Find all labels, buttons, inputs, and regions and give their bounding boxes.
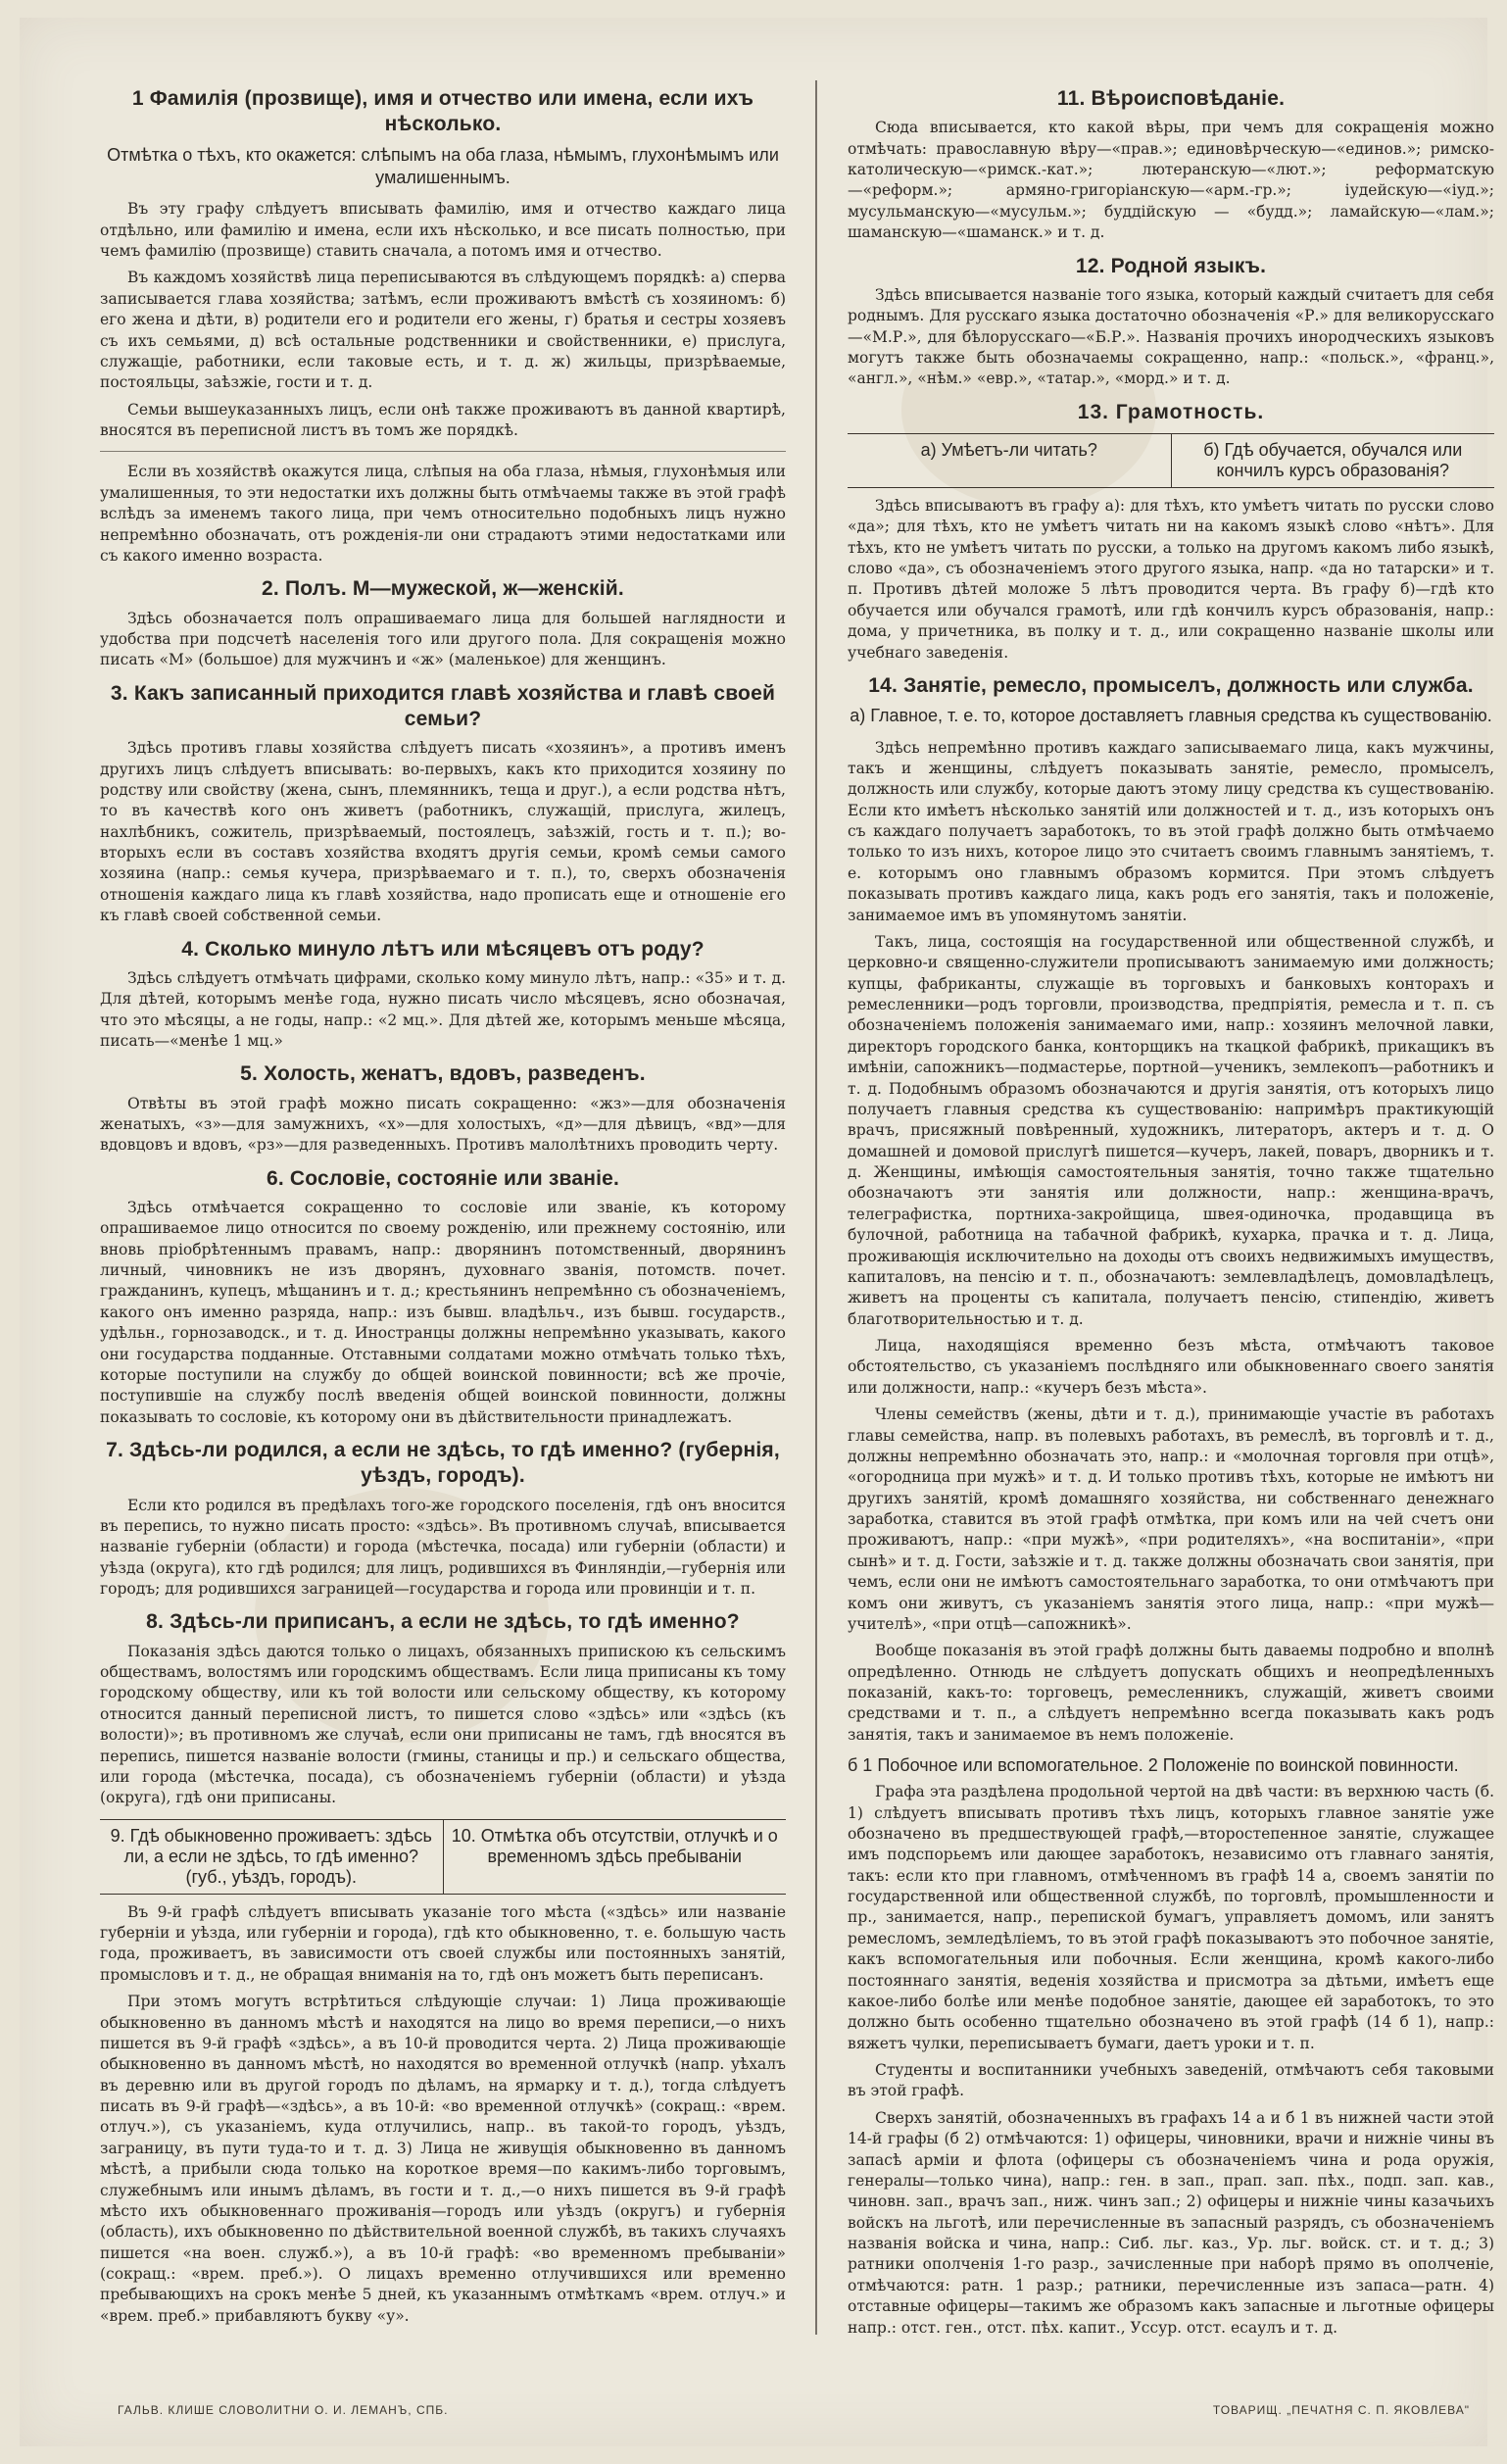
paragraph: Здѣсь вписывается названіе того языка, который каждый считаетъ для себя роднымъ. Для русскаго языка достаточно обозначенія «Р.» для великорусскаго—«М.Р.», для бѣлорусскаго—«Б.Р.». Названія прочихъ инородческихъ языковъ могутъ также быть обозначаемы сокращенно, напр.: «польск.», «франц.», «англ.», «нѣм.» «евр.», «татар.», «морд.» и т. д. — [848, 285, 1494, 388]
section-4 — [100, 937, 786, 1053]
column-divider — [815, 80, 817, 2335]
paragraph: Въ 9-й графѣ слѣдуетъ вписывать указаніе того мѣста («здѣсь» или названіе губерніи и уѣзда, или губерніи и города), гдѣ кто обыкновенно, т. е. большую часть года, проживаетъ, въ зависимости отъ своей службы или постоянныхъ занятій, промысловъ и т. д., не обращая вниманія на то, гдѣ онъ можетъ быть переписанъ. — [100, 1902, 786, 1984]
right-column — [848, 78, 1494, 2348]
header-cell-b: б) Гдѣ обучается, обучался или кончилъ курсъ образованія? — [1203, 439, 1463, 480]
two-column-header — [848, 433, 1494, 488]
footer-right: ТОВАРИЩ. „ПЕЧАТНЯ С. П. ЯКОВЛЕВА" — [1212, 2403, 1470, 2417]
paragraph: Студенты и воспитанники учебныхъ заведеній, отмѣчаютъ себя таковыми въ этой графѣ. — [848, 2061, 1494, 2100]
paragraph: Здѣсь непремѣнно противъ каждаго записываемаго лица, какъ мужчины, такъ и женщины, слѣдуетъ показывать занятіе, ремесло, промыселъ, должность или службу, которые даютъ этому лицу средства къ существованію. Если кто имѣетъ нѣсколько занятій или должностей и т. д., изъ которыхъ онъ съ каждаго получаетъ заработокъ, то въ этой графѣ должно быть отмѣчаемо только то изъ нихъ, которое лицо это считаетъ своимъ главнымъ занятіемъ, т. е. которымъ оно главнымъ образомъ кормится. При этомъ слѣдуетъ показывать противъ каждаго лица, какъ родъ его занятія, такъ и положеніе, занимаемое имъ въ упомянутомъ занятіи. — [848, 738, 1494, 924]
document-sheet — [20, 18, 1494, 2446]
two-column-header — [100, 1819, 786, 1895]
section-title: 2. Полъ. М—мужеской, ж—женскій. — [262, 577, 624, 601]
section-13 — [848, 400, 1494, 664]
paragraph: Сверхъ занятій, обозначенныхъ въ графахъ 14 а и б 1 въ нижней части этой 14-й графы (б 2) отмѣчаются: 1) офицеры, чиновники, врачи и нижніе чины въ запасѣ арміи и флота (офицеры съ обозначеніемъ чина и рода оружія, генералы—только чина), напр.: ген. в зап., прап. зап. пѣх., подп. зап. кав., чиновн. зап., врачъ зап., ниж. чинъ зап.; 2) офицеры и нижніе чины казачьихъ войскъ на льготѣ, или перечисленные въ запасный разрядъ, съ обозначеніемъ названія войска и чина, напр.: Сиб. льг. каз., Ур. льг. войск. ст. и т. д.; 3) ратники ополченія 1-го разр., зачисленные при наборѣ прямо въ ополченіе, отмѣчаются: ратн. 1 разр.; ратники, перечисленные изъ запаса—ратн. 4) отставные офицеры—такимъ же образомъ какъ запасные и льготные офицеры напр.: отст. ген., отст. пѣх. капит., Уссур. отст. есаулъ и т. д. — [848, 2108, 1494, 2337]
section-12 — [848, 254, 1494, 390]
left-column — [100, 78, 786, 2337]
header-cell-9: 9. Гдѣ обыкновенно проживаетъ: здѣсь ли, а если не здѣсь, то гдѣ именно? (губ., уѣздъ, городъ). — [100, 1820, 444, 1894]
paragraph: Такъ, лица, состоящія на государственной или общественной службѣ, и церковно-и священно-служители прописываютъ занимаемую ими должность; купцы, фабриканты, служащіе въ торговыхъ и банковыхъ конторахъ и ремесленники—родъ торговли, производства, предпріятія, ремесла и т. п. съ обозначеніемъ положенія занимаемаго ими, напр.: хозяинъ мелочной лавки, директоръ городского банка, конторщикъ на ткацкой фабрикѣ, прикащикъ въ имѣніи, сапожникъ—подмастерье, портной—ученикъ, землекопъ—работникъ и т. д. Подобнымъ образомъ обозначаются и другія занятія, отъ которыхъ лицо получаетъ главныя средства къ существованію: напримѣръ практикующій врачъ, присяжный повѣренный, художникъ, литераторъ, актеръ и т. д. О домашней и домовой прислугѣ пишется—кучеръ, лакей, поваръ, дворникъ и т. д. Женщины, имѣющія самостоятельныя занятія, точно также тщательно обозначаютъ эти занятія или должности, напр.: женщина-врачъ, телеграфистка, портниха-закройщица, швея-одиночка, продавщица въ булочной, работница на табачной фабрикѣ, кухарка, прачка и т. д. Лица, проживающія исключительно на доходы отъ своихъ недвижимыхъ имуществъ, капиталовъ, на пенсію и т. п., обозначаютъ: землевладѣлецъ, домовладѣлецъ, живетъ на проценты съ капитала, получаетъ пенсію, стипендію, живетъ благотворительностью и т. д. — [848, 932, 1494, 1328]
paragraph: Здѣсь слѣдуетъ отмѣчать цифрами, сколько кому минуло лѣтъ, напр.: «35» и т. д. Для дѣтей, которымъ менѣе года, нужно писать число мѣсяцевъ, ясно обозначая, что это мѣсяцы, а не годы, напр.: «2 мц.». Для дѣтей же, которымъ меньше мѣсяца, писать—«менѣе 1 мц.» — [100, 968, 786, 1050]
section-title: 8. Здѣсь-ли приписанъ, а если не здѣсь, то гдѣ именно? — [146, 1610, 740, 1634]
section-title: 11. Вѣроисповѣданіе. — [1056, 87, 1286, 110]
section-9-10 — [100, 1819, 786, 2328]
section-title: 7. Здѣсь-ли родился, а если не здѣсь, то гдѣ именно? (губернія, уѣздъ, городъ). — [106, 1439, 780, 1488]
section-14 — [848, 673, 1494, 1746]
printer-footer — [118, 2403, 1470, 2417]
section-subheading: б 1 Побочное или вспомогательное. 2 Положеніе по воинской повинности. — [848, 1755, 1459, 1776]
paragraph: Показанія здѣсь даются только о лицахъ, обязанныхъ припискою къ сельскимъ обществамъ, волостямъ или городскимъ обществамъ. Если лица приписаны къ тому городскому обществу, или къ той волости или сельскому обществу, къ которому относится данный переписной листъ, то пишется слово «здѣсь» или «здѣсь (къ волости)»; въ противномъ же случаѣ, если они приписаны не тамъ, гдѣ вносятся въ перепись, пишется названіе волости (гмины, станицы и пр.) и сельскаго общества, или города (мѣстечка, посада), съ обозначеніемъ губерніи (области) и уѣзда (округа), гдѣ они приписаны. — [100, 1642, 786, 1807]
paragraph: Здѣсь вписываютъ въ графу а): для тѣхъ, кто умѣетъ читать по русски слово «да»; для тѣхъ, кто не умѣетъ читать ни на какомъ языкѣ слово «нѣтъ». Для тѣхъ, кто не умѣетъ читать по русски, а только на другомъ какомъ либо языкѣ, слово «да», съ обозначеніемъ этого другого языка, напр. «да но татарски» и т. п. Противъ дѣтей моложе 5 лѣтъ проводится черта. Въ графу б)—гдѣ кто обучается или обучался грамотѣ, или гдѣ кончилъ курсъ образованія, напр.: дома, у причетника, въ полку и т. д., или сокращенно названіе школы или учебнаго заведенія. — [848, 496, 1494, 662]
section-3 — [100, 681, 786, 927]
section-14b — [848, 1755, 1494, 2339]
section-1 — [100, 86, 786, 567]
paragraph: Въ каждомъ хозяйствѣ лица переписываются въ слѣдующемъ порядкѣ: а) сперва записывается глава хозяйства; затѣмъ, если проживаютъ вмѣстѣ съ хозяиномъ: б) его жена и дѣти, в) родители его и родители его жены, г) братья и сестры хозяевъ съ ихъ семьями, д) всѣ остальные родственники и свойственники, е) прислуга, служащіе, работники, если таковые есть, и т. д. ж) жильцы, призрѣваемые, постояльцы, заѣзжіе, гости и т. д. — [100, 269, 786, 392]
paragraph: Здѣсь обозначается полъ опрашиваемаго лица для большей наглядности и удобства при подсчетѣ населенія того или другого пола. Для сокращенія можно писать «М» (большое) для мужчинъ и «ж» (маленькое) для женщинъ. — [100, 609, 786, 669]
paragraph: Лица, находящіяся временно безъ мѣста, отмѣчаютъ таковое обстоятельство, съ указаніемъ послѣдняго или обыкновеннаго своего занятія или должности, напр.: «кучеръ безъ мѣста». — [848, 1337, 1494, 1397]
section-5 — [100, 1061, 786, 1156]
paragraph: Если кто родился въ предѣлахъ того-же городского поселенія, гдѣ онъ вносится въ перепись, то нужно писать просто: «здѣсь». Въ противномъ случаѣ, вписывается названіе губерніи (области) и города (мѣстечка, посада) или губерніи (области) и уѣзда (округа), кто гдѣ родился; для лицъ, родившихся въ Финляндіи,—губернія или городъ; для родившихся заграницей—государства и города или провинціи и т. п. — [100, 1496, 786, 1599]
footer-left: ГАЛЬВ. КЛИШЕ СЛОВОЛИТНИ О. И. ЛЕМАНЪ, СПБ. — [118, 2403, 449, 2417]
paragraph: Графа эта раздѣлена продольной чертой на двѣ части: въ верхнюю часть (б. 1) слѣдуетъ вписывать противъ тѣхъ лицъ, которыхъ главное занятіе уже обозначено въ предшествующей графѣ,—второстепенное занятіе, служащее имъ подспорьемъ или дающее заработокъ, независимо отъ главнаго занятія, такъ: если кто при главномъ, отмѣченномъ въ графѣ 14 а, своемъ занятіи по государственной или общественной службѣ, по торговлѣ, промышленности и пр., занимается, напр., перепиской бумагъ, управляетъ домомъ, или занятъ ремесломъ, земледѣліемъ, то въ этой графѣ показываютъ это побочное занятіе, какъ вспомогательныя или побочныя. Если женщина, кромѣ какого-либо постояннаго занятія, веденія хозяйства и присмотра за дѣтьми, имѣетъ еще какое-либо болѣе или менѣе подобное занятіе, дающее ей заработокъ, то это должно быть особенно тщательно обозначено въ этой графѣ (14 б 1), напр.: вяжетъ чулки, переписываетъ бумаги, даетъ уроки и т. п. — [848, 1783, 1494, 2052]
header-cell-10: 10. Отмѣтка объ отсутствіи, отлучкѣ и о временномъ здѣсь пребываніи — [451, 1825, 778, 1866]
paragraph: Здѣсь противъ главы хозяйства слѣдуетъ писать «хозяинъ», а противъ именъ другихъ лицъ слѣдуетъ вписывать: во-первыхъ, какъ кто приходится хозяину по родству или свойству (жена, сынъ, племянникъ, теща и друг.), а если родства нѣтъ, то въ качествѣ кого онъ живетъ (работникъ, служащій, прислуга, жилецъ, нахлѣбникъ, сожитель, призрѣваемый, постоялецъ, заѣзжій, гость и т. п.); во-вторыхъ если въ составъ хозяйства входятъ другія семьи, кромѣ семьи самого хозяина (напр.: семья кучера, призрѣваемаго и т. п.), то, сверхъ обозначенія отношенія каждаго лица къ главѣ хозяйства, надо прописать еще и отношеніе его къ главѣ своей собственной семьи. — [100, 739, 786, 925]
section-title: 4. Сколько минуло лѣтъ или мѣсяцевъ отъ роду? — [181, 937, 705, 961]
paragraph: Отвѣты въ этой графѣ можно писать сокращенно: «жз»—для обозначенія женатыхъ, «з»—для замужнихъ, «х»—для холостыхъ, «д»—для дѣвицъ, «вд»—для вдовцовъ и вдовъ, «рз»—для разведенныхъ. Противъ малолѣтнихъ проводить черту. — [100, 1094, 786, 1155]
paragraph: Члены семействъ (жены, дѣти и т. д.), принимающіе участіе въ работахъ главы семейства, напр. въ полевыхъ работахъ, въ ремеслѣ, въ торговлѣ и т. д., должны непремѣнно обозначать это, напр.: и «молочная торговля при отцѣ», «огородница при мужѣ» и т. д. И только противъ тѣхъ, которые не имѣютъ ни другихъ занятій, кромѣ домашняго хозяйства, ни собственнаго денежнаго заработка, ставится въ этой графѣ отмѣтка, при комъ или на чей счетъ они проживаютъ, напр.: «при мужѣ», «при родителяхъ», «на воспитаніи», «при сынѣ» и т. д. Гости, заѣзжіе и т. д. также должны обозначать свои занятія, при чемъ, если они не имѣютъ самостоятельнаго заработка, то они отмѣчаютъ при комъ они живутъ, съ указаніемъ занятія этого лица, напр.: «при мужѣ—учителѣ», «при отцѣ—сапожникѣ». — [848, 1405, 1494, 1633]
section-title: 14. Занятіе, ремесло, промыселъ, должность или служба. — [868, 673, 1474, 697]
paragraph: Сюда вписывается, кто какой вѣры, при чемъ для сокращенія можно отмѣчать: православную вѣру—«прав.»; единовѣрческую—«единов.»; римско-католическую—«римск.-кат.»; лютеранскую—«лют.»; реформатскую—«реформ.»; армяно-григоріанскую—«арм.-гр.»; іудейскую—«іуд.»; мусульманскую—«мусульм.»; буддійскую — «будд.»; ламайскую—«лам.»; шаманскую—«шаманск.» и т. д. — [848, 119, 1494, 242]
section-11 — [848, 86, 1494, 244]
section-title: 1 Фамилія (прозвище), имя и отчество или имена, если ихъ нѣсколько. — [131, 87, 754, 136]
paragraph: Здѣсь отмѣчается сокращенно то сословіе или званіе, къ которому опрашиваемое лицо относится по своему рожденію, или прежнему состоянію, или вновь пріобрѣтеннымъ правамъ, напр.: дворянинъ потомственный, дворянинъ личный, чиновникъ не изъ дворянъ, духовнаго званія, потомств. почет. гражданинъ, купецъ, мѣщанинъ и т. д.; крестьянинъ непремѣнно съ обозначеніемъ, какого онъ именно разряда, напр.: изъ бывш. владѣльч., изъ бывш. государств., удѣльн., горнозаводск., и т. д. Иностранцы должны непремѣнно указывать, какого они государства подданные. Отставными солдатами можно отмѣчать только тѣхъ, которые поступили на службу до общей воинской повинности; всѣ же прочіе, поступившіе на службу послѣ введенія общей воинской повинности, должны показывать то сословіе, къ которому они въ дѣйствительности принадлежатъ. — [100, 1198, 786, 1426]
paragraph: Вообще показанія въ этой графѣ должны быть даваемы подробно и вполнѣ опредѣленно. Отнюдь не слѣдуетъ допускать общихъ и неопредѣленныхъ показаній, какъ-то: торговецъ, ремесленникъ, служащій, живетъ своими средствами и т. п., а слѣдуетъ непремѣнно всегда показывать какъ родъ занятія, такъ и занимаемое въ немъ положеніе. — [848, 1642, 1494, 1744]
section-title: 6. Сословіе, состояніе или званіе. — [266, 1166, 620, 1190]
paragraph: Семьи вышеуказанныхъ лицъ, если онѣ также проживаютъ въ данной квартирѣ, вносятся въ переписной листъ въ томъ же порядкѣ. — [100, 400, 786, 440]
paragraph: Если въ хозяйствѣ окажутся лица, слѣпыя на оба глаза, нѣмыя, глухонѣмыя или умалишенныя, то эти недостатки ихъ должны быть отмѣчаемы также въ этой графѣ вслѣдъ за именемъ такого лица, при чемъ относительно подобныхъ лицъ нужно непремѣнно обозначать, отъ рожденія-ли они страдаютъ этими недостатками или съ какого именно возраста. — [100, 463, 786, 565]
section-7 — [100, 1438, 786, 1600]
section-title: 13. Грамотность. — [1077, 400, 1265, 423]
paragraph: Въ эту графу слѣдуетъ вписывать фамилію, имя и отчество каждаго лица отдѣльно, или фамилію и имена, если ихъ нѣсколько, и все писать полностью, при чемъ фамилію (прозвище) ставить сначала, а потомъ имя и отчество. — [100, 200, 786, 261]
section-8 — [100, 1609, 786, 1808]
divider-rule — [100, 451, 786, 452]
section-subtitle: Отмѣтка о тѣхъ, кто окажется: слѣпымъ на оба глаза, нѣмымъ, глухонѣмымъ или умалишеннымъ. — [107, 144, 779, 187]
section-title: 12. Родной языкъ. — [1075, 254, 1267, 277]
header-cell-a: а) Умѣетъ-ли читать? — [848, 434, 1172, 487]
section-2 — [100, 576, 786, 670]
section-title: 5. Холость, женатъ, вдовъ, разведенъ. — [240, 1062, 646, 1086]
section-subtitle: а) Главное, т. е. то, которое доставляетъ главныя средства къ существованію. — [850, 706, 1492, 726]
section-6 — [100, 1166, 786, 1428]
paragraph: При этомъ могутъ встрѣтиться слѣдующіе случаи: 1) Лица проживающіе обыкновенно въ данномъ мѣстѣ и находятся на лицо во время переписи,—о нихъ пишется въ 9-й графѣ «здѣсь», а въ 10-й проводится черта. 2) Лица проживающіе обыкновенно въ данномъ мѣстѣ, но находятся во временной отлучкѣ (напр. уѣхалъ въ деревню или въ другой городъ по дѣламъ, на ярмарку и т. д.), тогда слѣдуетъ писать въ 9-й графѣ—«здѣсь», а въ 10-й: «во временной отлучкѣ» (сокращ.: «врем. отлуч.»), съ указаніемъ, куда отлучились, напр.. въ такой-то городъ, уѣздъ, заграницу, въ пути туда-то и т. д. 3) Лица не живущія обыкновенно въ данномъ мѣстѣ, а прибыли сюда только на короткое время—по какимъ-либо торговымъ, служебнымъ или инымъ дѣламъ, въ гости и т. д.,—о нихъ пишется въ 9-й графѣ мѣсто ихъ обыкновеннаго проживанія—городъ или уѣздъ (округъ) и губернія (область), ихъ обыкновенно по дѣйствительной военной службѣ, въ такихъ случаяхъ пишется «на воен. служб.»), а въ 10-й графѣ: «во временномъ пребываніи» (сокращ.: «врем. преб.»). О лицахъ временно отлучившихся или временно пребывающихъ на срокъ менѣе 5 дней, къ указаннымъ отмѣткамъ «врем. отлуч.» и «врем. преб.» прибавляютъ букву «у». — [100, 1993, 786, 2325]
section-title: 3. Какъ записанный приходится главѣ хозяйства и главѣ своей семьи? — [110, 681, 776, 730]
